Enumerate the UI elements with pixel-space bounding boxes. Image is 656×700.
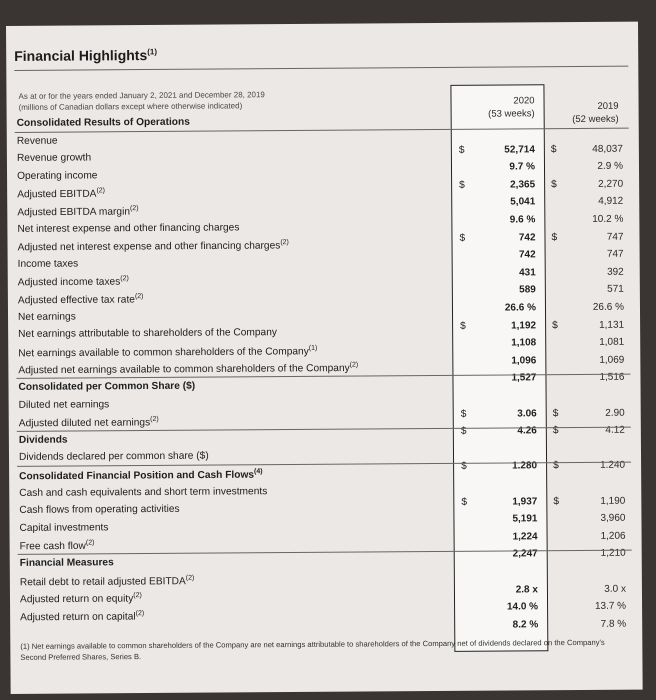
row-label: Net interest expense and other financing charges [17,221,240,235]
value-2019: 1,069 [599,354,625,366]
column-2019-weeks: (52 weeks) [572,113,619,126]
row-label: Adjusted net interest expense and other financing charges$^{(2)}$ [17,239,289,254]
section-heading: Consolidated Financial Position and Cash Flows$^{(4)}$ [19,468,263,483]
currency-symbol-2020: $ [459,179,465,191]
row-label: Retail debt to retail adjusted EBITDA$^{(2)}$ [19,574,195,588]
value-2019: 13.7 % [594,600,627,613]
value-2019: 1,081 [599,336,625,349]
column-2020-weeks: (53 weeks) [488,108,535,120]
value-2019: 7.8 % [600,618,627,630]
row-label: Net earnings attributable to shareholders of the Company [18,327,277,341]
row-label: Free cash flow$^{(2)}$ [19,539,95,553]
footnote-marker: (2) [349,361,359,369]
row-label: Adjusted diluted net earnings$^{(2)}$ [18,416,159,430]
footnote-marker: (1) [308,344,318,352]
row-label: Dividends declared per common share ($) [18,450,209,464]
value-2020: 1,096 [511,355,537,367]
value-2019: 747 [606,231,624,243]
currency-symbol-2019: $ [552,425,559,437]
footnote-marker: (2) [134,293,144,301]
value-2019: 1,131 [599,319,625,331]
value-2019: 26.6 % [592,301,625,313]
currency-symbol-2020: $ [460,425,467,438]
value-2020: 3.06 [517,407,537,420]
row-label: Capital investments [19,522,109,534]
value-2019: 1,516 [599,372,625,384]
footnote-marker: (2) [133,592,142,600]
footnote-marker: (2) [85,539,95,547]
footnote-marker: (4) [253,468,263,476]
row-label: Income taxes [17,258,79,270]
row-label: Adjusted EBITDA$^{(2)}$ [17,187,106,201]
value-2020: 14.0 % [506,601,539,613]
value-2020: 1,224 [512,531,538,543]
row-label: Net earnings available to common shareholders of the Company$^{(1)}$ [18,344,318,360]
section-heading: Consolidated Results of Operations [16,116,190,129]
currency-symbol-2020: $ [458,144,465,156]
row-label: Adjusted return on capital$^{(2)}$ [20,609,145,624]
row-label: Adjusted income taxes$^{(2)}$ [17,275,129,289]
value-2020: 1,192 [511,319,537,332]
value-2019: 747 [606,248,624,260]
currency-symbol-2019: $ [553,460,559,472]
value-2020: 2.8 x [515,583,538,596]
row-label: Adjusted EBITDA margin$^{(2)}$ [17,205,139,219]
footnote-marker: (2) [129,205,139,213]
financial-highlights-page [6,22,643,694]
value-2019: 1,206 [600,530,626,542]
row-label: Operating income [17,170,98,182]
value-2019: 571 [607,284,624,296]
column-2019-year: 2019 [597,100,619,112]
value-2020: 5,041 [510,196,536,208]
units-subtitle: (millions of Canadian dollars except where otherwise indicated) [18,101,243,112]
footnote-marker: (2) [120,275,129,283]
value-2020: 9.7 % [509,161,536,173]
column-header-2019 [547,100,619,127]
currency-symbol-2020: $ [461,461,467,473]
value-2020: 2,365 [510,179,536,191]
value-2019: 1.240 [600,460,626,472]
value-2020: 742 [518,249,536,261]
section-heading: Financial Measures [19,557,114,569]
value-2019: 3.0 x [604,583,626,595]
currency-symbol-2019: $ [553,495,560,507]
value-2020: 2,247 [512,548,538,560]
currency-symbol-2020: $ [460,408,467,420]
footnote-marker: (2) [135,609,145,617]
currency-symbol-2019: $ [550,143,557,155]
value-2019: 2.9 % [597,160,624,173]
value-2020: 431 [519,267,536,279]
section-heading: Dividends [18,434,68,446]
row-label: Net earnings [17,311,76,323]
value-2020: 742 [518,231,536,244]
value-2020: 52,714 [504,143,535,156]
column-header-2020 [462,94,534,121]
currency-symbol-2019: $ [552,407,559,419]
value-2019: 1,210 [600,548,626,560]
value-2020: 5,191 [512,513,538,525]
value-2019: 2,270 [598,178,624,190]
title-footnote-marker: (1) [147,47,158,57]
value-2020: 9.6 % [509,214,536,226]
value-2019: 2.90 [605,407,625,419]
row-label: Revenue growth [16,152,92,165]
currency-symbol-2020: $ [460,320,466,332]
currency-symbol-2019: $ [552,319,558,331]
row-label: Adjusted return on equity$^{(2)}$ [19,592,142,606]
value-2019: 4.12 [605,424,625,437]
row-label: Cash and cash equivalents and short term investments [19,485,268,499]
value-2019: 4,912 [598,196,624,208]
value-2020: 1,527 [511,372,537,384]
value-2019: 3,960 [600,512,626,525]
period-subtitle: As at or for the years ended January 2, 2021 and December 28, 2019 [18,90,265,101]
value-2019: 48,037 [592,143,623,155]
row-label: Adjusted effective tax rate$^{(2)}$ [17,293,144,307]
row-label: Revenue [16,135,58,147]
value-2020: 1,108 [511,337,537,349]
currency-symbol-2019: $ [551,231,558,243]
value-2019: 392 [607,266,624,278]
value-2020: 8.2 % [512,619,539,631]
currency-symbol-2020: $ [461,496,468,508]
footnote-marker: (2) [150,416,159,424]
page-title: Financial Highlights$^{(1)}$ [14,47,158,64]
value-2020: 1.280 [512,460,538,472]
footnote-marker: (2) [280,239,289,247]
value-2019: 1,190 [600,495,626,507]
row-label: Adjusted net earnings available to common shareholders of the Company$^{(2)}$ [18,361,359,377]
column-2020-year: 2020 [513,95,535,107]
row-label: Diluted net earnings [18,398,110,411]
value-2020: 1,937 [512,495,538,508]
value-2020: 4.26 [517,425,537,437]
footnote-marker: (2) [96,187,106,195]
value-2020: 26.6 % [504,302,537,314]
footnote-marker: (2) [185,574,195,582]
section-heading: Consolidated per Common Share ($) [18,380,196,393]
title-rule [14,66,628,71]
row-label: Cash flows from operating activities [19,503,180,517]
currency-symbol-2019: $ [551,178,557,190]
footnote: (1) Net earnings available to common shareholders of the Company are net earnings attributable to shareholders of the Company net of dividends declared on the Company's Second Preferred Shares, Series B. [20,637,605,662]
currency-symbol-2020: $ [459,232,466,244]
value-2019: 10.2 % [592,213,624,225]
value-2020: 589 [519,284,536,296]
